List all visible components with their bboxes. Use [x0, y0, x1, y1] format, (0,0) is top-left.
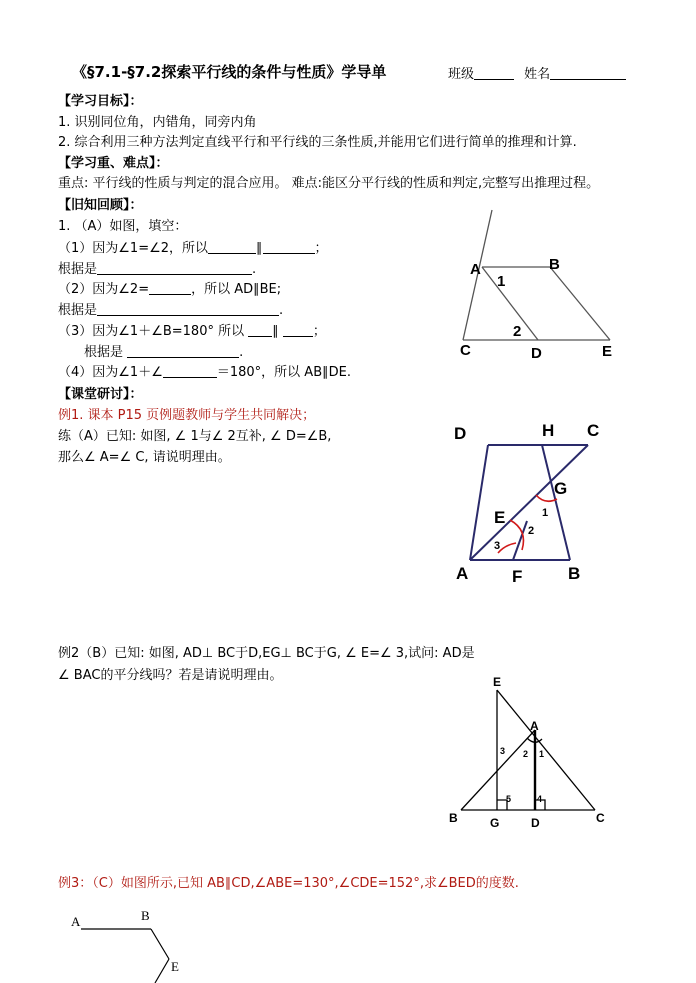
label-e: E: [494, 508, 506, 527]
line-ad: [470, 445, 488, 560]
blank[interactable]: [97, 262, 252, 275]
angle-5-label: 5: [506, 794, 512, 804]
page-title: 《§7.1-§7.2探索平行线的条件与性质》学导单: [72, 63, 387, 81]
blank[interactable]: [283, 324, 313, 337]
label-a: A: [456, 564, 469, 583]
label-f: F: [512, 567, 523, 586]
line-ac: [470, 445, 588, 560]
blank[interactable]: [127, 345, 239, 358]
segment-ad: [482, 267, 538, 340]
name-label: 姓名: [524, 67, 551, 82]
label-d: D: [531, 816, 540, 830]
figure-bent-line: [65, 905, 195, 983]
keypoints-heading: 【学习重、难点】：: [58, 156, 169, 171]
label-e: E: [602, 343, 613, 360]
class-label: 班级: [448, 67, 475, 82]
example-2-line-2: ∠ BAC的平分线吗？若是请说明理由。: [58, 668, 283, 683]
review-line-3: （3）因为∠1＋∠B=180° 所以 ∥ ；: [58, 324, 326, 339]
practice-line-1: 练（A）已知: 如图, ∠ 1与∠ 2互补, ∠ D=∠B,: [58, 429, 332, 444]
example-2-line-1: 例2（B）已知: 如图, AD⊥ BC于D,EG⊥ BC于G, ∠ E=∠ 3,试问: AD是: [58, 646, 475, 661]
segment-be: [550, 267, 610, 340]
name-blank[interactable]: [550, 67, 626, 80]
label-b: B: [549, 256, 560, 273]
review-basis-2: 根据是 .: [58, 303, 284, 318]
review-heading: 【旧知回顾】：: [58, 198, 143, 213]
discussion-heading: 【课堂研讨】：: [58, 387, 143, 402]
review-basis-1: 根据是 .: [58, 262, 257, 277]
angle-2-label: 2: [523, 749, 529, 759]
blank[interactable]: [163, 365, 217, 378]
class-name-fields: [448, 63, 626, 82]
class-blank[interactable]: [474, 67, 514, 80]
angle-4-label: 4: [537, 794, 543, 804]
label-c: C: [460, 342, 471, 359]
blank[interactable]: [208, 241, 256, 254]
review-line-1: （1）因为∠1=∠2，所以 ∥ ；: [58, 241, 328, 256]
line-fe: [513, 521, 527, 560]
angle-2-label: 2: [528, 525, 535, 537]
label-b: B: [568, 564, 581, 583]
review-line-4: （4）因为∠1＋∠ ＝180°，所以 AB∥DE.: [58, 365, 351, 380]
line-be: [151, 929, 169, 959]
review-basis-3: 根据是 .: [84, 345, 244, 360]
example-1: 例1. 课本 P15 页例题教师与学生共同解决；: [58, 408, 316, 423]
label-a: A: [530, 719, 539, 733]
label-g: G: [490, 816, 500, 830]
angle-3-label: 3: [500, 746, 506, 756]
goal-item: 1. 识别同位角，内错角，同旁内角: [58, 115, 257, 130]
angle-1-label: 1: [542, 507, 549, 519]
angle-3-arc: [498, 543, 516, 553]
label-a: A: [470, 261, 481, 278]
label-a: A: [71, 914, 81, 929]
label-c: C: [596, 811, 605, 825]
blank[interactable]: [97, 303, 279, 316]
practice-line-2: 那么∠ A=∠ C, 请说明理由。: [58, 450, 231, 465]
review-question: 1. （A）如图，填空：: [58, 219, 188, 234]
goal-item: 2. 综合利用三种方法判定直线平行和平行线的三条性质,并能用它们进行简单的推理和计算.: [58, 135, 577, 150]
goals-heading: 【学习目标】：: [58, 94, 143, 109]
label-h: H: [542, 421, 555, 440]
blank[interactable]: [263, 241, 315, 254]
label-e: E: [171, 959, 179, 974]
figure-triangle: [445, 672, 615, 837]
angle-3-label: 3: [494, 540, 501, 552]
label-b: B: [449, 811, 458, 825]
line-hb: [542, 445, 570, 560]
figure-two-transversals: [450, 415, 620, 590]
label-d: D: [531, 345, 542, 362]
angle-1-label: 1: [539, 749, 545, 759]
line-ba: [461, 730, 535, 810]
angle-1-label: 1: [497, 273, 506, 290]
blank[interactable]: [248, 324, 272, 337]
label-e: E: [493, 675, 502, 689]
label-d: D: [454, 424, 467, 443]
figure-parallelogram: [450, 205, 630, 365]
blank[interactable]: [149, 282, 191, 295]
example-3: 例3：（C）如图所示,已知 AB∥CD,∠ABE=130°,∠CDE=152°,求∠BED的度数.: [58, 876, 519, 891]
keypoints-text: 重点: 平行线的性质与判定的混合应用。 难点:能区分平行线的性质和判定,完整写出推理过程。: [58, 176, 600, 191]
label-g: G: [554, 479, 568, 498]
line-ec: [497, 690, 595, 810]
label-b: B: [141, 908, 150, 923]
line-ed: [155, 959, 169, 983]
label-c: C: [587, 421, 600, 440]
angle-2-label: 2: [513, 323, 522, 340]
review-line-2: （2）因为∠2= ，所以 AD∥BE;: [58, 282, 282, 297]
